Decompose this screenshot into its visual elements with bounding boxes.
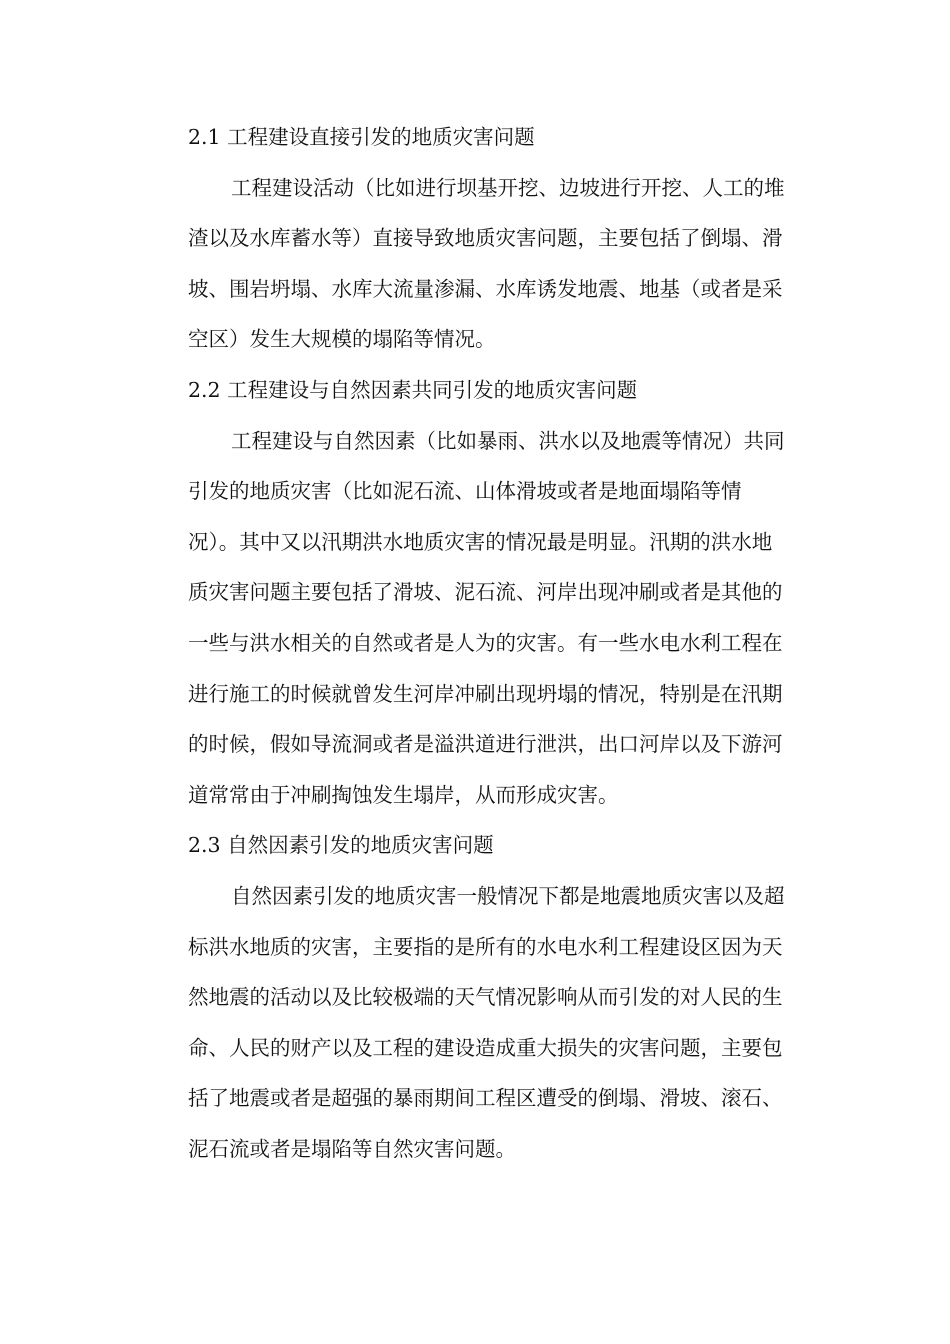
paragraph-2-3	[145, 871, 793, 1175]
paragraph-line: 一些与洪水相关的自然或者是人为的灾害。有一些水电水利工程在	[188, 630, 783, 655]
paragraph-line: 质灾害问题主要包括了滑坡、泥石流、河岸出现冲刷或者是其他的	[188, 580, 783, 605]
paragraph-line: 道常常由于冲刷掏蚀发生塌岸，从而形成灾害。	[188, 782, 619, 807]
paragraph-line: 坡、围岩坍塌、水库大流量渗漏、水库诱发地震、地基（或者是采	[188, 276, 783, 301]
paragraph-2-1	[145, 163, 793, 365]
paragraph-line: 况）。其中又以汛期洪水地质灾害的情况最是明显。汛期的洪水地	[188, 529, 773, 554]
section-heading-2-1: 2.1 工程建设直接引发的地质灾害问题	[188, 125, 535, 149]
paragraph-line: 工程建设与自然因素（比如暴雨、洪水以及地震等情况）共同	[231, 428, 785, 453]
paragraph-line: 然地震的活动以及比较极端的天气情况影响从而引发的对人民的生	[188, 985, 783, 1010]
paragraph-line: 引发的地质灾害（比如泥石流、山体滑坡或者是地面塌陷等情	[188, 479, 742, 504]
paragraph-line: 命、人民的财产以及工程的建设造成重大损失的灾害问题，主要包	[188, 1035, 783, 1060]
paragraph-line: 工程建设活动（比如进行坝基开挖、边坡进行开挖、人工的堆	[231, 175, 785, 200]
paragraph-line: 泥石流或者是塌陷等自然灾害问题。	[188, 1136, 516, 1161]
paragraph-line: 自然因素引发的地质灾害一般情况下都是地震地质灾害以及超	[231, 883, 785, 908]
paragraph-line: 的时候，假如导流洞或者是溢洪道进行泄洪，出口河岸以及下游河	[188, 732, 783, 757]
paragraph-line: 括了地震或者是超强的暴雨期间工程区遭受的倒塌、滑坡、滚石、	[188, 1086, 783, 1111]
paragraph-line: 标洪水地质的灾害，主要指的是所有的水电水利工程建设区因为天	[188, 934, 783, 959]
section-heading-2-2: 2.2 工程建设与自然因素共同引发的地质灾害问题	[188, 377, 638, 402]
document-page	[145, 112, 793, 1174]
section-heading-2-3: 2.3 自然因素引发的地质灾害问题	[188, 833, 494, 858]
paragraph-line: 进行施工的时候就曾发生河岸冲刷出现坍塌的情况，特别是在汛期	[188, 681, 783, 706]
paragraph-line: 渣以及水库蓄水等）直接导致地质灾害问题，主要包括了倒塌、滑	[188, 226, 783, 251]
paragraph-2-2	[145, 416, 793, 821]
paragraph-line: 空区）发生大规模的塌陷等情况。	[188, 327, 496, 352]
